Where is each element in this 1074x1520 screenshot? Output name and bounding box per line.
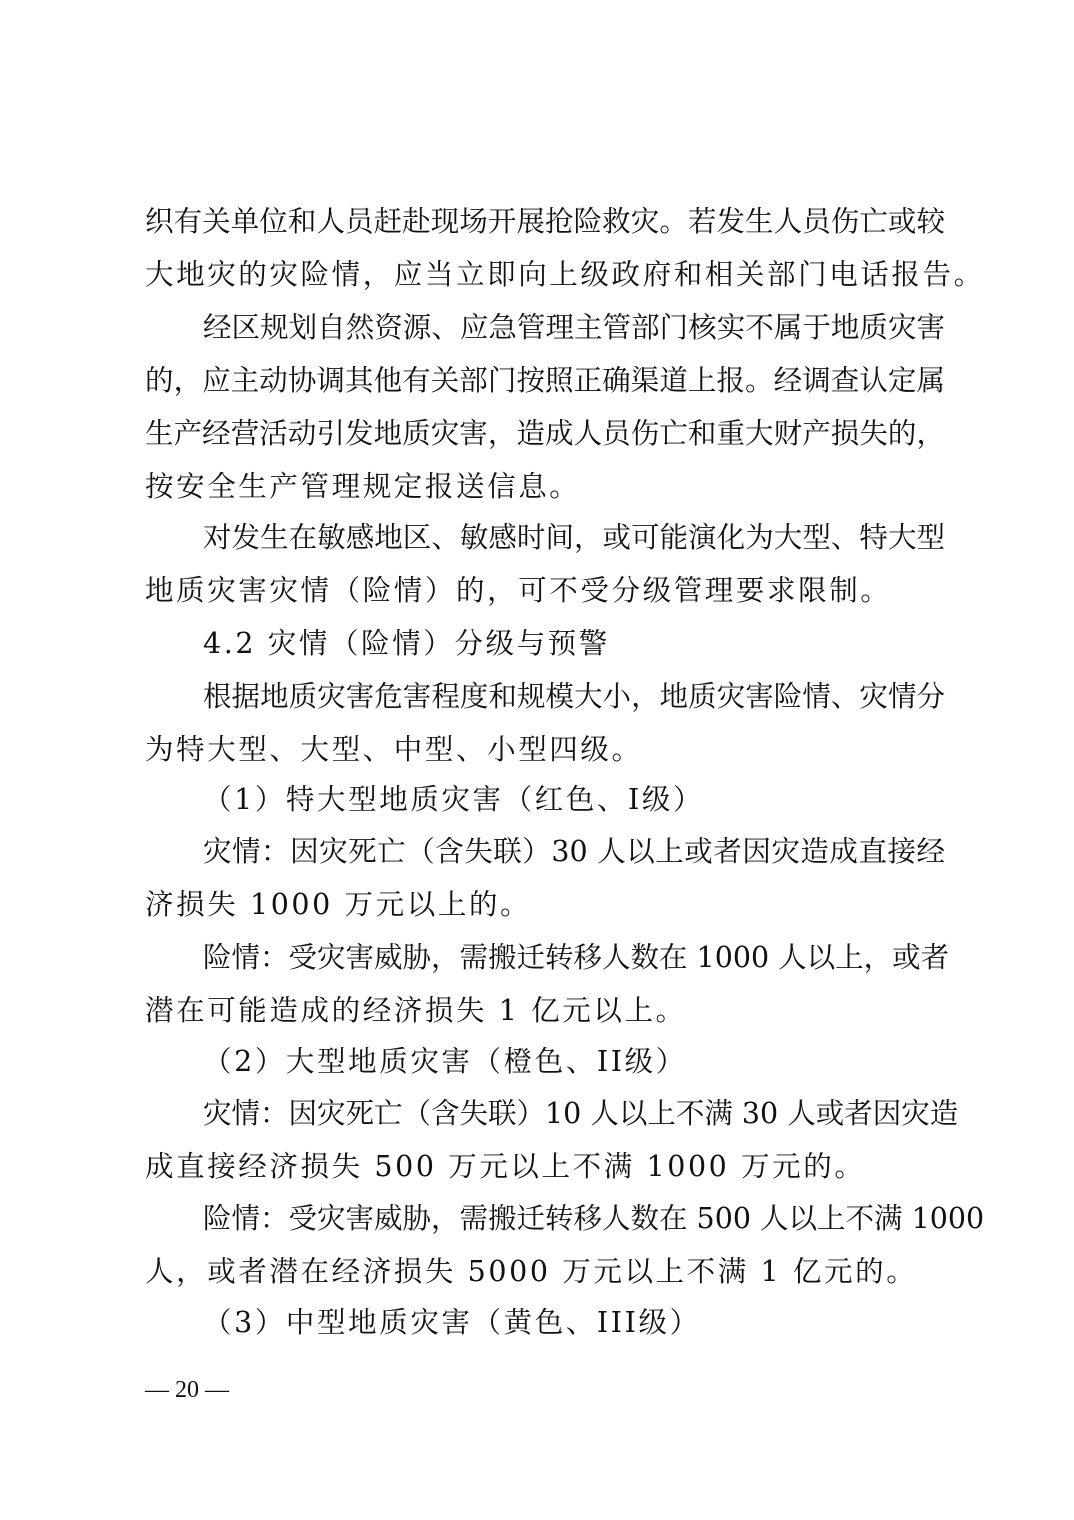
paragraph-line: 灾情：因灾死亡（含失联）30 人以上或者因灾造成直接经 bbox=[203, 835, 945, 868]
paragraph-line: 大地灾的灾险情，应当立即向上级政府和相关部门电话报告。 bbox=[145, 258, 985, 291]
paragraph-line: 险情：受灾害威胁，需搬迁转移人数在 500 人以上不满 1000 bbox=[203, 1202, 985, 1235]
paragraph-line: 济损失 1000 万元以上的。 bbox=[145, 888, 532, 921]
paragraph-line: 生产经营活动引发地质灾害，造成人员伤亡和重大财产损失的， bbox=[145, 417, 945, 450]
subsection-heading: （3）中型地质灾害（黄色、III级） bbox=[203, 1306, 701, 1339]
paragraph-line: 经区规划自然资源、应急管理主管部门核实不属于地质灾害 bbox=[203, 311, 945, 344]
paragraph-line: 地质灾害灾情（险情）的，可不受分级管理要求限制。 bbox=[145, 574, 892, 607]
paragraph-line: 灾情：因灾死亡（含失联）10 人以上不满 30 人或者因灾造 bbox=[203, 1097, 959, 1130]
paragraph-line: 为特大型、大型、中型、小型四级。 bbox=[145, 733, 643, 766]
paragraph-line: 按安全生产管理规定报送信息。 bbox=[145, 470, 581, 503]
paragraph-line: 的，应主动协调其他有关部门按照正确渠道上报。经调查认定属 bbox=[145, 364, 945, 397]
paragraph-line: 织有关单位和人员赶赴现场开展抢险救灾。若发生人员伤亡或较 bbox=[145, 205, 945, 238]
subsection-heading: （2）大型地质灾害（橙色、II级） bbox=[203, 1045, 687, 1078]
paragraph-line: 险情：受灾害威胁，需搬迁转移人数在 1000 人以上，或者 bbox=[203, 941, 950, 974]
paragraph-line: 潜在可能造成的经济损失 1 亿元以上。 bbox=[145, 994, 687, 1027]
section-heading: 4.2 灾情（险情）分级与预警 bbox=[203, 627, 610, 660]
paragraph-line: 对发生在敏感地区、敏感时间，或可能演化为大型、特大型 bbox=[203, 521, 945, 554]
subsection-heading: （1）特大型地质灾害（红色、I级） bbox=[203, 783, 705, 816]
paragraph-line: 成直接经济损失 500 万元以上不满 1000 万元的。 bbox=[145, 1150, 866, 1183]
page-number: — 20 — bbox=[145, 1377, 229, 1403]
paragraph-line: 根据地质灾害危害程度和规模大小，地质灾害险情、灾情分 bbox=[203, 680, 945, 713]
paragraph-line: 人，或者潜在经济损失 5000 万元以上不满 1 亿元的。 bbox=[145, 1255, 918, 1288]
